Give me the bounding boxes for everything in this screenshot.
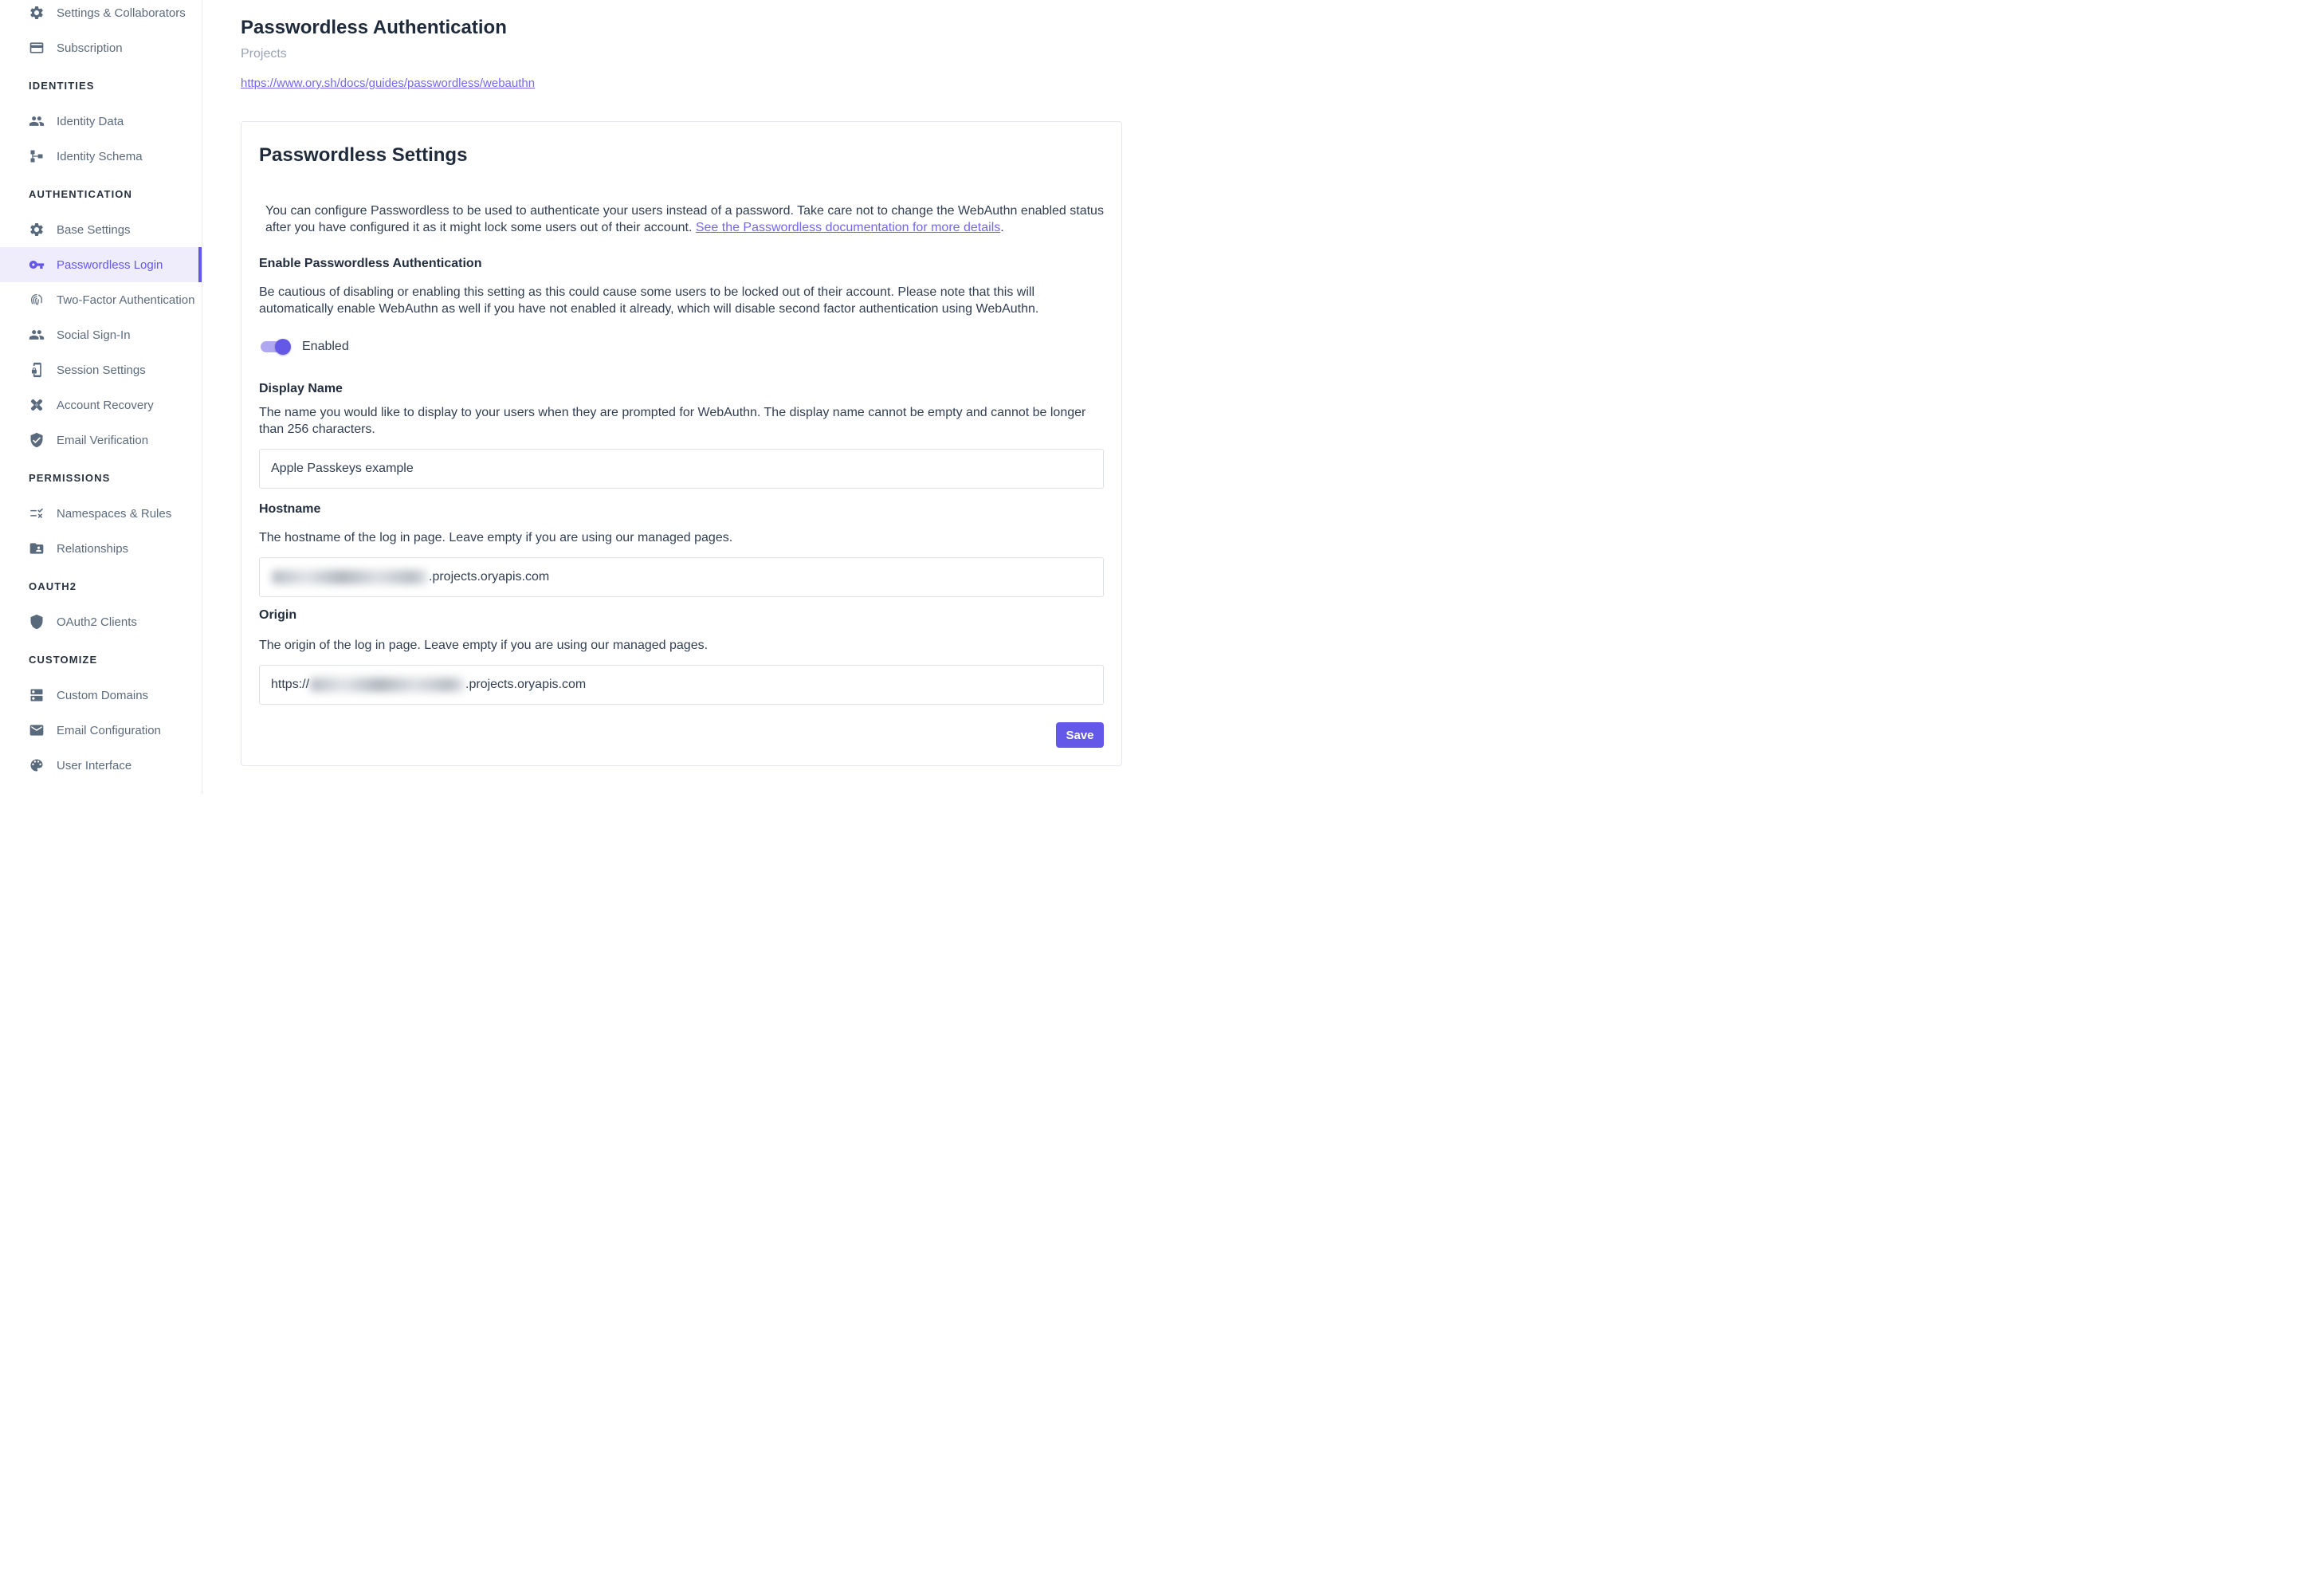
people-icon xyxy=(29,327,45,343)
card-intro xyxy=(265,202,1105,236)
fingerprint-icon xyxy=(29,292,45,308)
hostname-visible-value: .projects.oryapis.com xyxy=(429,570,550,584)
enable-toggle-row xyxy=(259,337,1104,356)
shield-check-icon xyxy=(29,432,45,448)
sidebar-item-label: Identity Schema xyxy=(57,149,143,163)
gear-icon xyxy=(29,222,45,238)
sidebar-item-identity-data[interactable] xyxy=(0,104,202,139)
sidebar-item-custom-domains[interactable] xyxy=(0,678,202,713)
origin-description: The origin of the log in page. Leave empty if you are using our managed pages. xyxy=(259,639,709,652)
enable-passwordless-label: Enable Passwordless Authentication xyxy=(259,257,482,270)
passwordless-documentation-link[interactable]: See the Passwordless documentation for more details xyxy=(695,221,1001,234)
sidebar-item-label: Account Recovery xyxy=(57,398,154,412)
save-row xyxy=(259,722,1104,748)
origin-prefix-value: https:// xyxy=(271,678,310,691)
origin-redacted-value xyxy=(310,678,465,692)
sidebar-item-label: User Interface xyxy=(57,758,132,772)
sidebar-item-passwordless-login[interactable] xyxy=(0,247,202,282)
sidebar-item-email-configuration[interactable] xyxy=(0,713,202,748)
breadcrumb: Projects xyxy=(241,47,287,61)
save-button[interactable]: Save xyxy=(1056,722,1104,748)
sidebar-item-namespaces-rules[interactable] xyxy=(0,496,202,531)
sidebar-nav xyxy=(0,0,202,783)
sidebar-item-user-interface[interactable] xyxy=(0,748,202,783)
sidebar-item-label: Namespaces & Rules xyxy=(57,506,172,521)
sidebar-item-oauth2-clients[interactable] xyxy=(0,604,202,639)
toggle-state-label: Enabled xyxy=(302,340,349,353)
origin-input[interactable] xyxy=(259,665,1104,705)
sidebar-item-label: Custom Domains xyxy=(57,688,149,702)
hostname-label: Hostname xyxy=(259,502,321,516)
sidebar-item-label: Email Configuration xyxy=(57,723,161,737)
dns-icon xyxy=(29,687,45,703)
sidebar-item-base-settings[interactable] xyxy=(0,212,202,247)
app-window xyxy=(0,0,1162,794)
sidebar-item-label: OAuth2 Clients xyxy=(57,615,137,629)
sidebar-item-label: Relationships xyxy=(57,541,129,556)
passwordless-toggle[interactable] xyxy=(261,341,289,352)
page-title: Passwordless Authentication xyxy=(241,17,507,38)
sidebar-section-authentication: AUTHENTICATION xyxy=(29,188,132,200)
card-heading: Passwordless Settings xyxy=(259,144,468,166)
enable-passwordless-description: Be cautious of disabling or enabling this setting as this could cause some users to be locked out of their account. Please note that this will automatically enable WebAuthn as well if you have not enabled it already, which will disable second factor authentication using WebAuthn. xyxy=(259,285,1039,316)
sidebar-item-label: Email Verification xyxy=(57,433,149,447)
sidebar-item-email-verification[interactable] xyxy=(0,423,202,458)
sidebar-item-settings-collaborators[interactable] xyxy=(0,0,202,30)
people-icon xyxy=(29,113,45,129)
main-content xyxy=(202,0,1162,794)
key-icon xyxy=(29,257,45,273)
toggle-thumb xyxy=(275,339,291,355)
display-name-label: Display Name xyxy=(259,382,343,395)
sidebar-item-two-factor-authentication[interactable] xyxy=(0,282,202,317)
sidebar-item-session-settings[interactable] xyxy=(0,352,202,387)
sidebar-section-identities: IDENTITIES xyxy=(29,80,95,92)
sidebar-item-label: Two-Factor Authentication xyxy=(57,293,195,307)
sidebar-item-social-sign-in[interactable] xyxy=(0,317,202,352)
gear-icon xyxy=(29,5,45,21)
sidebar-item-label: Settings & Collaborators xyxy=(57,6,186,20)
card-intro-suffix: . xyxy=(1000,221,1004,234)
hostname-input[interactable] xyxy=(259,557,1104,597)
sidebar-item-identity-schema[interactable] xyxy=(0,139,202,174)
sidebar-item-account-recovery[interactable] xyxy=(0,387,202,423)
origin-visible-value: .projects.oryapis.com xyxy=(465,678,587,691)
sidebar-section-oauth2: OAUTH2 xyxy=(29,580,77,592)
credit-card-icon xyxy=(29,40,45,56)
card-intro-text: You can configure Passwordless to be used to authenticate your users instead of a password. Take care not to change the WebAuthn enabled status after you have configured it as it might lock some users out of their account. xyxy=(265,204,1104,234)
origin-label: Origin xyxy=(259,608,297,622)
display-name-input[interactable] xyxy=(259,449,1104,489)
folder-person-icon xyxy=(29,540,45,556)
sidebar xyxy=(0,0,202,794)
display-name-description: The name you would like to display to your users when they are prompted for WebAuthn. The display name cannot be empty and cannot be longer than 256 characters. xyxy=(259,406,1086,436)
sidebar-item-label: Base Settings xyxy=(57,222,131,237)
phone-lock-icon xyxy=(29,362,45,378)
sidebar-item-label: Passwordless Login xyxy=(57,257,163,272)
hostname-redacted-value xyxy=(272,570,428,584)
schema-icon xyxy=(29,148,45,164)
hostname-description: The hostname of the log in page. Leave empty if you are using our managed pages. xyxy=(259,531,733,544)
sidebar-section-customize: CUSTOMIZE xyxy=(29,654,98,666)
sidebar-item-label: Identity Data xyxy=(57,114,124,128)
webauthn-docs-link[interactable]: https://www.ory.sh/docs/guides/passwordless/webauthn xyxy=(241,77,536,90)
palette-icon xyxy=(29,757,45,773)
sidebar-item-label: Subscription xyxy=(57,41,123,55)
bandage-icon xyxy=(29,397,45,413)
sidebar-item-label: Social Sign-In xyxy=(57,328,131,342)
sidebar-item-subscription[interactable] xyxy=(0,30,202,65)
shield-icon xyxy=(29,614,45,630)
sidebar-section-permissions: PERMISSIONS xyxy=(29,472,111,484)
passwordless-settings-card xyxy=(241,121,1122,766)
sidebar-item-relationships[interactable] xyxy=(0,531,202,566)
mail-icon xyxy=(29,722,45,738)
rule-icon xyxy=(29,505,45,521)
sidebar-item-label: Session Settings xyxy=(57,363,146,377)
